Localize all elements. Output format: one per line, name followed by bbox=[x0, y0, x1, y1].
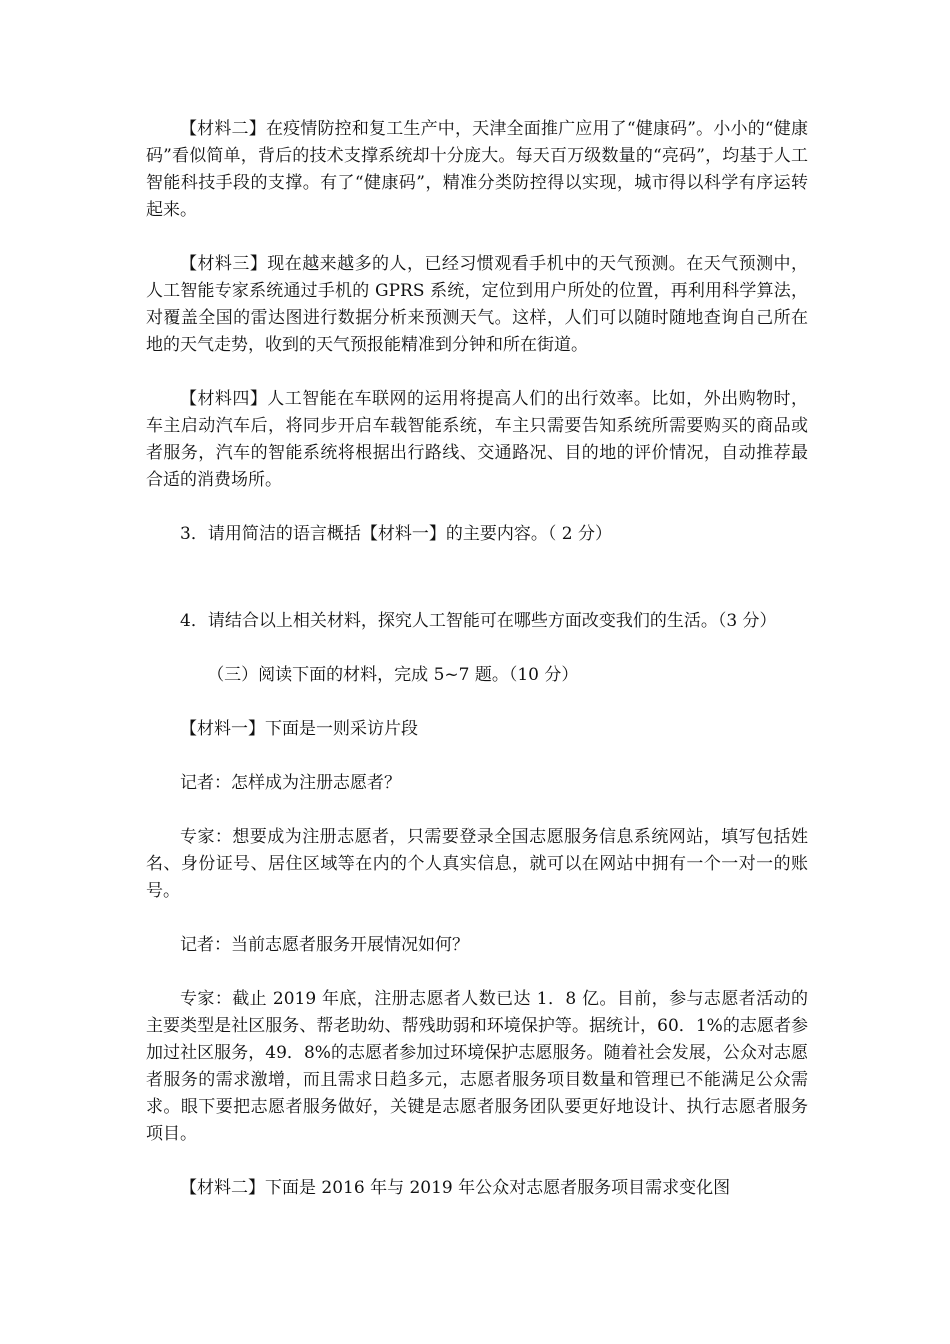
material-4-label: 【材料四】 bbox=[180, 389, 268, 409]
material-2-text: 在疫情防控和复工生产中，天津全面推广应用了“健康码”。小小的“健康码”看似简单，背后的技术支撑系统却十分庞大。每天百万级数量的“亮码”，均基于人工智能科技手段的支撑。有了“健康码”，精准分类防控得以实现，城市得以科学有序运转起来。 bbox=[146, 119, 808, 220]
interview-line: 专家：想要成为注册志愿者，只需要登录全国志愿服务信息系统网站，填写包括姓名、身份证号、居住区域等在内的个人真实信息，就可以在网站中拥有一个一对一的账号。 bbox=[146, 827, 808, 901]
material-3-label: 【材料三】 bbox=[180, 254, 268, 274]
interview-line: 记者：当前志愿者服务开展情况如何？ bbox=[180, 935, 469, 955]
material-1-title: 【材料一】下面是一则采访片段 bbox=[180, 719, 418, 739]
material-2-label: 【材料二】 bbox=[180, 119, 266, 139]
interview-line: 专家：截止 2019 年底，注册志愿者人数已达 1．8 亿。目前，参与志愿者活动的主要类型是社区服务、帮老助幼、帮残助弱和环境保护等。据统计，60．1%的志愿者参加过社区服务，49．8%的志愿者参加过环境保护志愿服务。随着社会发展，公众对志愿者服务的需求激增，而且需求日趋多元，志愿者服务项目数量和管理已不能满足公众需求。眼下要把志愿者服务做好，关键是志愿者服务团队要更好地设计、执行志愿者服务项目。 bbox=[146, 989, 808, 1144]
document-page bbox=[146, 116, 808, 1229]
interview-line: 记者：怎样成为注册志愿者？ bbox=[180, 773, 401, 793]
section-3-heading: （三）阅读下面的材料，完成 5~7 题。（10 分） bbox=[207, 665, 579, 685]
question-4: 4．请结合以上相关材料，探究人工智能可在哪些方面改变我们的生活。（3 分） bbox=[180, 611, 777, 631]
question-3: 3．请用简洁的语言概括【材料一】的主要内容。（ 2 分） bbox=[180, 524, 612, 544]
material-2-paragraph bbox=[146, 116, 808, 224]
material-2-title: 【材料二】下面是 2016 年与 2019 年公众对志愿者服务项目需求变化图 bbox=[180, 1178, 731, 1198]
material-4-text: 人工智能在车联网的运用将提高人们的出行效率。比如，外出购物时，车主启动汽车后，将同步开启车载智能系统，车主只需要告知系统所需要购买的商品或者服务，汽车的智能系统将根据出行路线、交通路况、目的地的评价情况，自动推荐最合适的消费场所。 bbox=[146, 389, 809, 490]
material-4-paragraph bbox=[146, 386, 808, 494]
material-3-text: 现在越来越多的人，已经习惯观看手机中的天气预测。在天气预测中，人工智能专家系统通过手机的 GPRS 系统，定位到用户所处的位置，再利用科学算法，对覆盖全国的雷达图进行数据分析来预测天气。这样，人们可以随时随地查询自己所在地的天气走势，收到的天气预报能精准到分钟和所在街道。 bbox=[146, 254, 809, 355]
material-3-paragraph bbox=[146, 251, 808, 359]
